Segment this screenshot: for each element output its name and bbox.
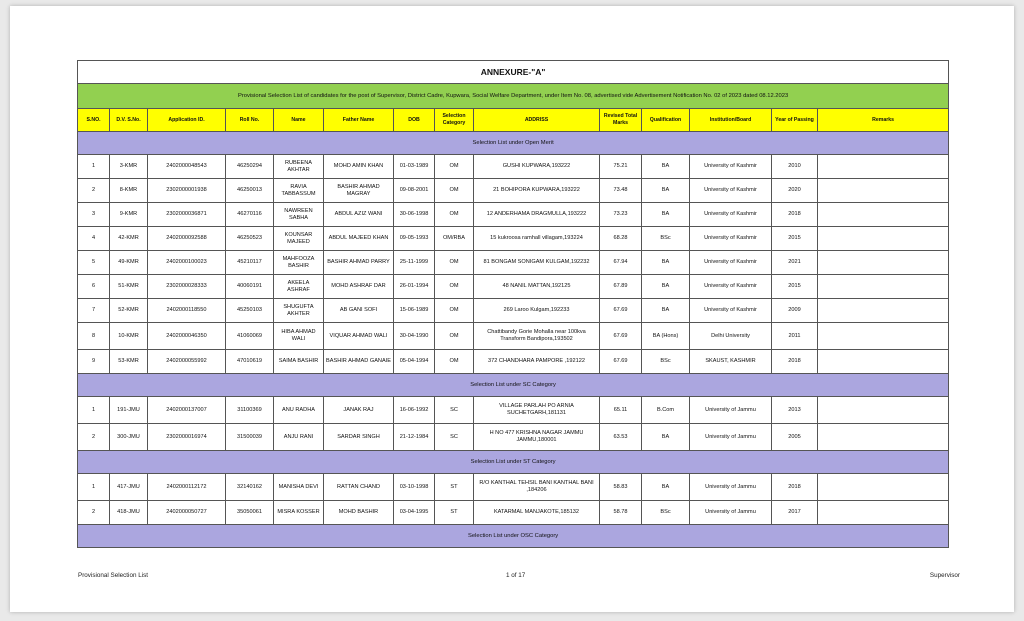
- table-cell: BA: [642, 251, 690, 275]
- table-cell: 2402000112172: [148, 474, 226, 501]
- table-cell: 32140162: [226, 474, 274, 501]
- table-cell: [818, 323, 949, 350]
- table-cell: 2402000118550: [148, 299, 226, 323]
- table-cell: BASHIR AHMAD GANAIE: [324, 350, 394, 374]
- table-cell: KATARMAL MANJAKOTE,185132: [474, 501, 600, 525]
- document-subtitle: Provisional Selection List of candidates for the post of Supervisor, District Cadre, Kupwara, Social Welfare Department, under Item No. 08, advertised vide Advertisement Notification No. 02 of 2023 dated 08.12.2023: [78, 84, 949, 109]
- section-label: Selection List under SC Category: [78, 374, 949, 397]
- table-cell: ANJU RANI: [274, 424, 324, 451]
- table-cell: 31500039: [226, 424, 274, 451]
- table-cell: 41060069: [226, 323, 274, 350]
- table-cell: 2: [78, 179, 110, 203]
- table-row: [78, 397, 949, 424]
- table-cell: 2402000055992: [148, 350, 226, 374]
- table-cell: 68.28: [600, 227, 642, 251]
- table-cell: 2402000137007: [148, 397, 226, 424]
- table-cell: 51-KMR: [110, 275, 148, 299]
- table-cell: 67.69: [600, 323, 642, 350]
- table-cell: ANU RADHA: [274, 397, 324, 424]
- table-cell: 67.94: [600, 251, 642, 275]
- table-cell: University of Kashmir: [690, 179, 772, 203]
- column-header: Institution/Board: [690, 109, 772, 132]
- table-cell: OM: [435, 275, 474, 299]
- table-cell: 2005: [772, 424, 818, 451]
- table-cell: 269 Laroo Kulgam,192233: [474, 299, 600, 323]
- table-cell: 40060191: [226, 275, 274, 299]
- table-cell: 1: [78, 474, 110, 501]
- table-cell: 10-KMR: [110, 323, 148, 350]
- table-cell: B.Com: [642, 397, 690, 424]
- table-cell: 12 ANDERHAMA DRAGMULLA,193222: [474, 203, 600, 227]
- section-header-row: [78, 132, 949, 155]
- table-cell: OM: [435, 323, 474, 350]
- table-cell: [818, 501, 949, 525]
- table-cell: BASHIR AHMAD PARRY: [324, 251, 394, 275]
- table-cell: 2402000046350: [148, 323, 226, 350]
- selection-table: [77, 60, 949, 548]
- table-cell: University of Kashmir: [690, 299, 772, 323]
- table-row: [78, 155, 949, 179]
- table-cell: BA: [642, 424, 690, 451]
- table-cell: 2020: [772, 179, 818, 203]
- table-cell: 2302000016974: [148, 424, 226, 451]
- table-cell: 2011: [772, 323, 818, 350]
- table-cell: 52-KMR: [110, 299, 148, 323]
- table-cell: University of Jammu: [690, 501, 772, 525]
- table-cell: OM: [435, 179, 474, 203]
- table-row: [78, 203, 949, 227]
- table-cell: 73.23: [600, 203, 642, 227]
- column-header: Revised Total Marks: [600, 109, 642, 132]
- table-cell: 46270116: [226, 203, 274, 227]
- column-header: Application ID.: [148, 109, 226, 132]
- annexure-title: ANNEXURE-"A": [78, 61, 949, 84]
- table-cell: [818, 397, 949, 424]
- table-cell: 05-04-1994: [394, 350, 435, 374]
- table-cell: 48 NANIL MATTAN,192125: [474, 275, 600, 299]
- column-header: Remarks: [818, 109, 949, 132]
- table-cell: 46250294: [226, 155, 274, 179]
- table-cell: 67.89: [600, 275, 642, 299]
- table-cell: 2013: [772, 397, 818, 424]
- table-cell: 45210117: [226, 251, 274, 275]
- table-cell: 01-03-1989: [394, 155, 435, 179]
- table-cell: OM: [435, 299, 474, 323]
- table-cell: 16-06-1992: [394, 397, 435, 424]
- table-cell: 4: [78, 227, 110, 251]
- table-cell: MANISHA DEVI: [274, 474, 324, 501]
- table-cell: 1: [78, 155, 110, 179]
- table-cell: 2009: [772, 299, 818, 323]
- section-label: Selection List under OSC Category: [78, 525, 949, 548]
- table-cell: 2018: [772, 203, 818, 227]
- table-row: [78, 299, 949, 323]
- table-cell: 2402000050727: [148, 501, 226, 525]
- table-cell: 31100369: [226, 397, 274, 424]
- table-row: [78, 424, 949, 451]
- table-cell: [818, 179, 949, 203]
- table-cell: 1: [78, 397, 110, 424]
- table-cell: H NO 477 KRISHNA NAGAR JAMMU JAMMU,180001: [474, 424, 600, 451]
- table-cell: 67.69: [600, 350, 642, 374]
- table-cell: BASHIR AHMAD MAGRAY: [324, 179, 394, 203]
- column-header: D.V. S.No.: [110, 109, 148, 132]
- column-header: Father Name: [324, 109, 394, 132]
- table-row: [78, 323, 949, 350]
- table-cell: Delhi University: [690, 323, 772, 350]
- table-cell: BSc: [642, 227, 690, 251]
- table-cell: ABDUL MAJEED KHAN: [324, 227, 394, 251]
- table-cell: VIQUAR AHMAD WALI: [324, 323, 394, 350]
- table-cell: 30-06-1998: [394, 203, 435, 227]
- table-cell: Chattibandy Gorie Mohalla near 100kva Transform Bandipora,193502: [474, 323, 600, 350]
- table-cell: 2402000048543: [148, 155, 226, 179]
- table-cell: [818, 299, 949, 323]
- table-cell: BA: [642, 155, 690, 179]
- table-cell: BSc: [642, 501, 690, 525]
- table-cell: 67.69: [600, 299, 642, 323]
- column-header: ADDRISS: [474, 109, 600, 132]
- table-row: [78, 275, 949, 299]
- table-cell: AKEELA ASHRAF: [274, 275, 324, 299]
- table-cell: JANAK RAJ: [324, 397, 394, 424]
- table-cell: RATTAN CHAND: [324, 474, 394, 501]
- table-cell: 5: [78, 251, 110, 275]
- column-header: S.NO.: [78, 109, 110, 132]
- table-row: [78, 350, 949, 374]
- table-cell: [818, 203, 949, 227]
- table-cell: 63.53: [600, 424, 642, 451]
- table-cell: NAWREEN SABHA: [274, 203, 324, 227]
- table-cell: 81 BONGAM SONIGAM KULGAM,192232: [474, 251, 600, 275]
- table-cell: 3: [78, 203, 110, 227]
- table-cell: 49-KMR: [110, 251, 148, 275]
- table-cell: University of Jammu: [690, 474, 772, 501]
- table-cell: SARDAR SINGH: [324, 424, 394, 451]
- table-cell: BSc: [642, 350, 690, 374]
- table-cell: GUSHI KUPWARA,193222: [474, 155, 600, 179]
- table-cell: R/O KANTHAL TEHSIL BANI KANTHAL BANI ,184206: [474, 474, 600, 501]
- table-cell: 3-KMR: [110, 155, 148, 179]
- table-cell: 35050061: [226, 501, 274, 525]
- table-cell: ST: [435, 474, 474, 501]
- table-cell: MISRA KOSSER: [274, 501, 324, 525]
- table-cell: 300-JMU: [110, 424, 148, 451]
- table-cell: University of Kashmir: [690, 251, 772, 275]
- table-cell: 2018: [772, 474, 818, 501]
- table-cell: 03-10-1998: [394, 474, 435, 501]
- table-cell: MOHD AMIN KHAN: [324, 155, 394, 179]
- table-cell: 2017: [772, 501, 818, 525]
- table-cell: 30-04-1990: [394, 323, 435, 350]
- table-cell: SAIMA BASHIR: [274, 350, 324, 374]
- table-cell: MAHFOOZA BASHIR: [274, 251, 324, 275]
- table-cell: OM: [435, 350, 474, 374]
- table-cell: 7: [78, 299, 110, 323]
- table-row: [78, 179, 949, 203]
- table-cell: [818, 227, 949, 251]
- table-row: [78, 251, 949, 275]
- table-cell: University of Kashmir: [690, 155, 772, 179]
- table-cell: [818, 251, 949, 275]
- table-cell: 21 BOHIPORA KUPWARA,193222: [474, 179, 600, 203]
- table-cell: 2015: [772, 227, 818, 251]
- footer-page-number: 1 of 17: [506, 572, 526, 579]
- table-cell: 65.11: [600, 397, 642, 424]
- table-cell: 09-05-1993: [394, 227, 435, 251]
- table-cell: 2018: [772, 350, 818, 374]
- table-cell: RUBEENA AKHTAR: [274, 155, 324, 179]
- table-cell: University of Jammu: [690, 424, 772, 451]
- table-cell: 53-KMR: [110, 350, 148, 374]
- table-cell: 25-11-1999: [394, 251, 435, 275]
- table-cell: 9-KMR: [110, 203, 148, 227]
- table-cell: [818, 275, 949, 299]
- annexure-title-row: [78, 61, 949, 84]
- table-cell: AB GANI SOFI: [324, 299, 394, 323]
- column-header: DOB: [394, 109, 435, 132]
- section-header-row: [78, 451, 949, 474]
- subtitle-row: [78, 84, 949, 109]
- table-cell: BA: [642, 299, 690, 323]
- table-cell: 418-JMU: [110, 501, 148, 525]
- table-row: [78, 227, 949, 251]
- table-cell: 2302000036871: [148, 203, 226, 227]
- table-cell: University of Kashmir: [690, 203, 772, 227]
- table-cell: 58.78: [600, 501, 642, 525]
- table-cell: RAVIA TABBASSUM: [274, 179, 324, 203]
- table-cell: 73.48: [600, 179, 642, 203]
- table-cell: 42-KMR: [110, 227, 148, 251]
- table-cell: 15 kukroosa ramhall villagam,193224: [474, 227, 600, 251]
- table-cell: 417-JMU: [110, 474, 148, 501]
- section-header-row: [78, 525, 949, 548]
- table-cell: 2302000001938: [148, 179, 226, 203]
- table-cell: 03-04-1995: [394, 501, 435, 525]
- footer-left: Provisional Selection List: [78, 572, 149, 579]
- table-cell: 46250523: [226, 227, 274, 251]
- table-cell: SC: [435, 424, 474, 451]
- table-cell: 2302000028333: [148, 275, 226, 299]
- table-cell: BA: [642, 203, 690, 227]
- table-cell: ST: [435, 501, 474, 525]
- table-cell: 2: [78, 501, 110, 525]
- footer-right: Supervisor: [929, 572, 960, 579]
- table-cell: 2402000100023: [148, 251, 226, 275]
- table-cell: 2010: [772, 155, 818, 179]
- column-header: Selection Category: [435, 109, 474, 132]
- table-cell: 2: [78, 424, 110, 451]
- table-cell: University of Kashmir: [690, 227, 772, 251]
- table-cell: ABDUL AZIZ WANI: [324, 203, 394, 227]
- column-header: Qualification: [642, 109, 690, 132]
- table-cell: HIBA AHMAD WALI: [274, 323, 324, 350]
- table-cell: 372 CHANDHARA PAMPORE ,192122: [474, 350, 600, 374]
- section-label: Selection List under Open Merit: [78, 132, 949, 155]
- table-cell: 8: [78, 323, 110, 350]
- table-cell: BA: [642, 474, 690, 501]
- table-cell: 2402000092588: [148, 227, 226, 251]
- table-cell: OM/RBA: [435, 227, 474, 251]
- table-cell: 75.21: [600, 155, 642, 179]
- table-cell: 45250103: [226, 299, 274, 323]
- table-cell: 09-08-2001: [394, 179, 435, 203]
- table-cell: University of Kashmir: [690, 275, 772, 299]
- table-cell: BA: [642, 275, 690, 299]
- table-cell: 46250013: [226, 179, 274, 203]
- table-cell: 15-06-1989: [394, 299, 435, 323]
- table-cell: OM: [435, 203, 474, 227]
- section-label: Selection List under ST Category: [78, 451, 949, 474]
- table-cell: [818, 474, 949, 501]
- table-cell: University of Jammu: [690, 397, 772, 424]
- table-cell: 2021: [772, 251, 818, 275]
- table-cell: SKAUST, KASHMIR: [690, 350, 772, 374]
- column-header: Roll No.: [226, 109, 274, 132]
- table-cell: OM: [435, 251, 474, 275]
- table-cell: OM: [435, 155, 474, 179]
- table-cell: [818, 350, 949, 374]
- table-cell: [818, 155, 949, 179]
- table-cell: 9: [78, 350, 110, 374]
- document-page: [10, 6, 1014, 612]
- table-cell: SC: [435, 397, 474, 424]
- table-cell: SHUGUFTA AKHTER: [274, 299, 324, 323]
- table-row: [78, 474, 949, 501]
- table-cell: MOHD ASHRAF DAR: [324, 275, 394, 299]
- table-cell: KOUNSAR MAJEED: [274, 227, 324, 251]
- table-cell: 2015: [772, 275, 818, 299]
- column-header: Year of Passing: [772, 109, 818, 132]
- table-cell: 58.83: [600, 474, 642, 501]
- table-cell: VILLAGE PARLAH PO ARNIA SUCHETGARH,181131: [474, 397, 600, 424]
- table-cell: 8-KMR: [110, 179, 148, 203]
- column-header-row: [78, 109, 949, 132]
- selection-table-wrapper: [77, 60, 948, 548]
- table-cell: 6: [78, 275, 110, 299]
- table-cell: MOHD BASHIR: [324, 501, 394, 525]
- table-cell: BA (Hons): [642, 323, 690, 350]
- table-cell: 26-01-1994: [394, 275, 435, 299]
- table-cell: 47010619: [226, 350, 274, 374]
- column-header: Name: [274, 109, 324, 132]
- table-cell: 21-12-1984: [394, 424, 435, 451]
- table-cell: BA: [642, 179, 690, 203]
- table-cell: [818, 424, 949, 451]
- table-row: [78, 501, 949, 525]
- table-cell: 191-JMU: [110, 397, 148, 424]
- section-header-row: [78, 374, 949, 397]
